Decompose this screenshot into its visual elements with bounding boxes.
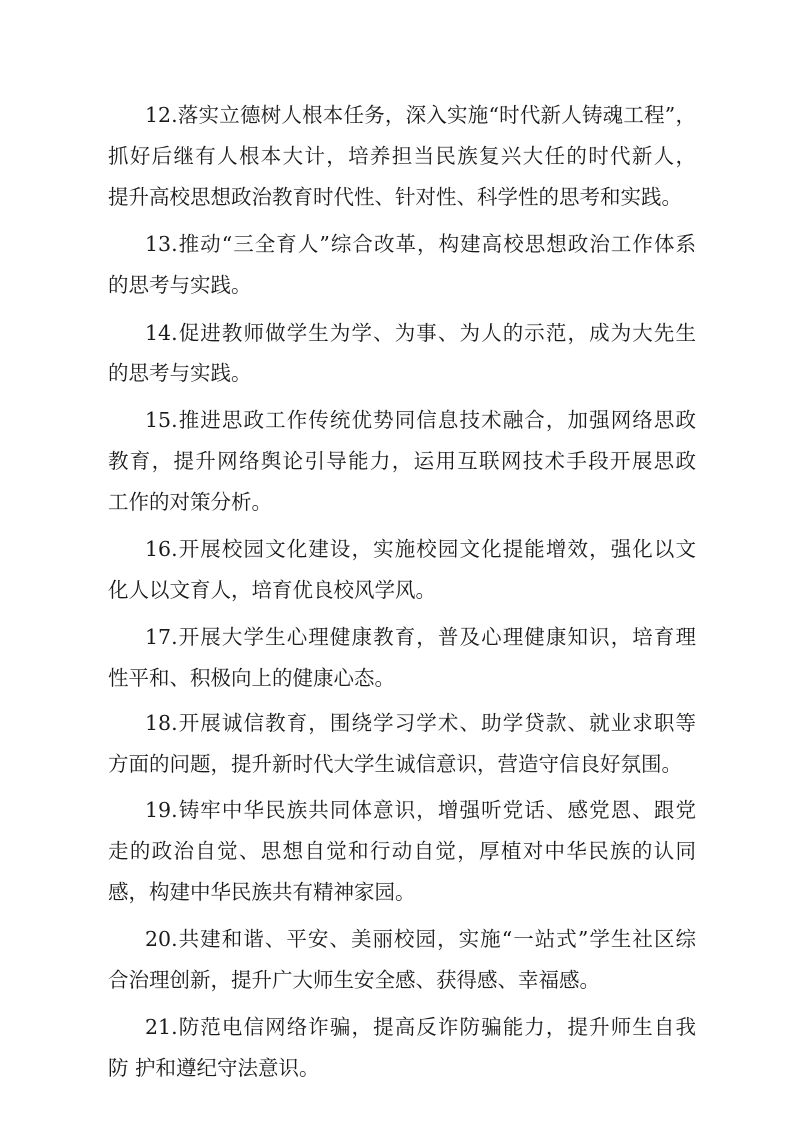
- paragraph-line: 工作的对策分析。: [108, 490, 272, 514]
- paragraph-line: 抓好后继有人根本大计，培养担当民族复兴大任的时代新人，: [108, 144, 696, 168]
- paragraph-line: 的思考与实践。: [108, 273, 252, 297]
- paragraph-line: 21.防范电信网络诈骗，提高反诈防骗能力，提升师生自我: [145, 1015, 696, 1039]
- paragraph-line: 18.开展诚信教育，围绕学习学术、助学贷款、就业求职等: [145, 711, 696, 735]
- paragraph-line: 16.开展校园文化建设，实施校园文化提能增效，强化以文: [145, 537, 696, 561]
- paragraph-line: 的思考与实践。: [108, 361, 252, 385]
- paragraph-line: 13.推动“三全育人”综合改革，构建高校思想政治工作体系: [145, 232, 696, 256]
- paragraph-line: 20.共建和谐、平安、美丽校园，实施“一站式”学生社区综: [145, 927, 696, 951]
- paragraph-line: 性平和、积极向上的健康心态。: [108, 666, 395, 690]
- paragraph-line: 感，构建中华民族共有精神家园。: [108, 880, 416, 904]
- paragraph-line: 方面的问题，提升新时代大学生诚信意识，营造守信良好氛围。: [108, 752, 682, 776]
- paragraph-line: 15.推进思政工作传统优势同信息技术融合，加强网络思政: [145, 408, 696, 432]
- paragraph-line: 走的政治自觉、思想自觉和行动自觉，厚植对中华民族的认同: [108, 839, 696, 863]
- paragraph-line: 合治理创新，提升广大师生安全感、获得感、幸福感。: [108, 968, 600, 992]
- paragraph-line: 14.促进教师做学生为学、为事、为人的示范，成为大先生: [145, 321, 696, 345]
- paragraph-line: 提升高校思想政治教育时代性、针对性、科学性的思考和实践。: [108, 185, 682, 209]
- paragraph-line: 19.铸牢中华民族共同体意识，增强听党话、感党恩、跟党: [145, 798, 696, 822]
- paragraph-line: 12.落实立德树人根本任务，深入实施“时代新人铸魂工程”，: [145, 103, 696, 127]
- paragraph-line: 17.开展大学生心理健康教育，普及心理健康知识，培育理: [145, 625, 696, 649]
- paragraph-line: 化人以文育人，培育优良校风学风。: [108, 578, 436, 602]
- paragraph-line: 教育，提升网络舆论引导能力，运用互联网技术手段开展思政: [108, 449, 696, 473]
- paragraph-line: 防 护和遵纪守法意识。: [108, 1056, 320, 1080]
